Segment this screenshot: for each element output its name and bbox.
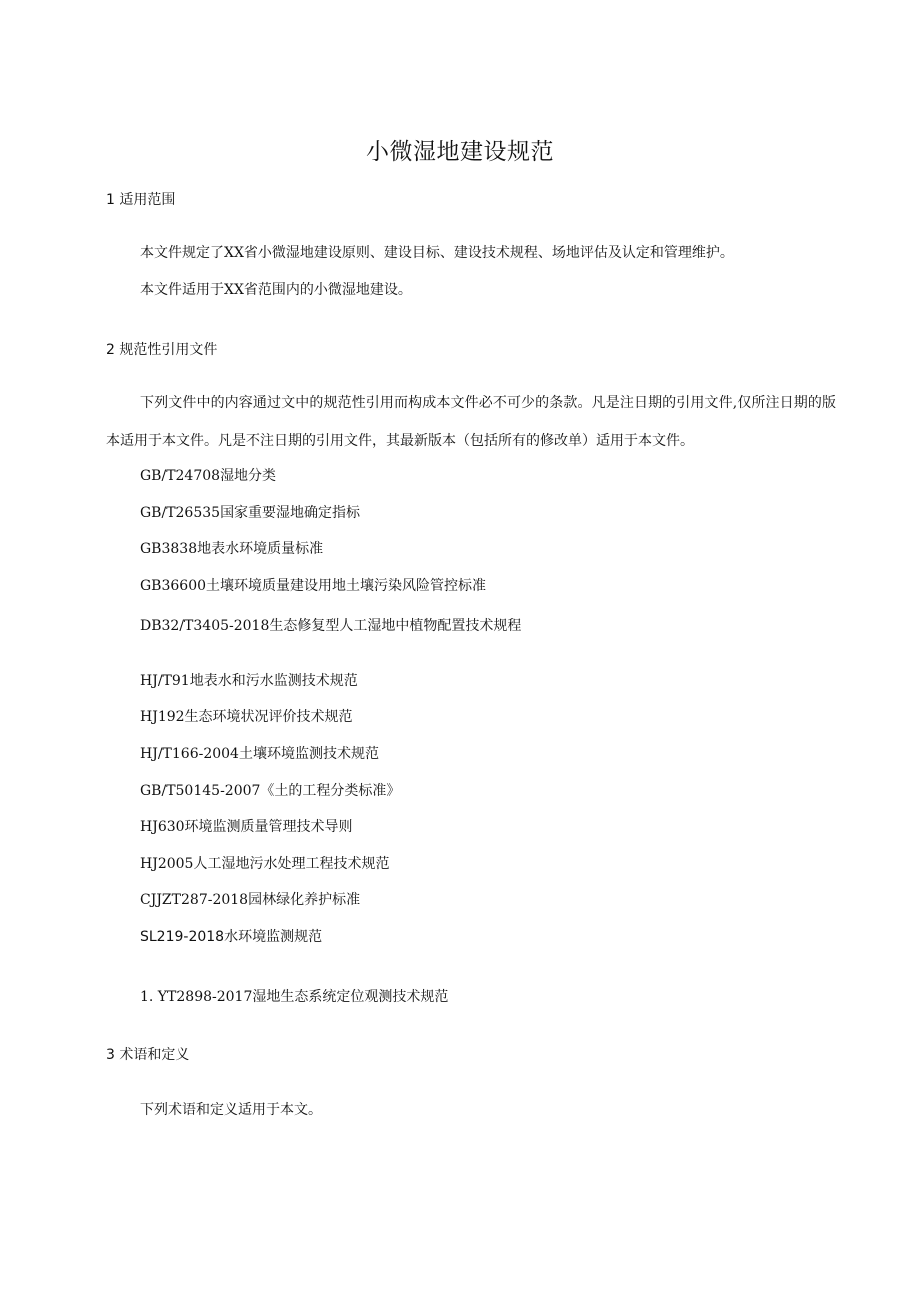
- reference-item: GB36600土壤环境质量建设用地土壤污染风险管控标准: [140, 578, 487, 594]
- section-heading-1: 1 适用范围: [106, 192, 176, 208]
- document-title: 小微湿地建设规范: [366, 139, 554, 166]
- reference-item: HJ/T91地表水和污水监测技术规范: [140, 673, 358, 689]
- reference-item: GB/T24708湿地分类: [140, 468, 277, 484]
- section-2-intro-paragraph: 下列文件中的内容通过文中的规范性引用而构成本文件必不可少的条款。凡是注日期的引用文件,仅所注日期的版本适用于本文件。凡是不注日期的引用文件，其最新版本（包括所有的修改单）适用于本文件。: [106, 395, 836, 449]
- reference-item: GB/T26535国家重要湿地确定指标: [140, 505, 361, 521]
- section-heading-2: 2 规范性引用文件: [106, 342, 218, 358]
- reference-item: HJ/T166-2004土壤环境监测技术规范: [140, 746, 379, 762]
- section-1-paragraph-1: 本文件规定了XX省小微湿地建设原则、建设目标、建设技术规程、场地评估及认定和管理维护。: [140, 245, 734, 261]
- reference-item: HJ630环境监测质量管理技术导则: [140, 819, 353, 835]
- reference-item: HJ2005人工湿地污水处理工程技术规范: [140, 856, 390, 872]
- reference-item: CJJZT287-2018园林绿化养护标准: [140, 892, 361, 908]
- reference-item: GB3838地表水环境质量标准: [140, 541, 324, 557]
- reference-item: SL219-2018水环境监测规范: [140, 929, 323, 945]
- reference-item: DB32/T3405-2018生态修复型人工湿地中植物配置技术规程: [140, 618, 522, 634]
- reference-item: GB/T50145-2007《土的工程分类标准》: [140, 783, 401, 799]
- reference-item: HJ192生态环境状况评价技术规范: [140, 709, 353, 725]
- reference-item-numbered: 1. YT2898-2017湿地生态系统定位观测技术规范: [140, 989, 449, 1005]
- section-3-paragraph-1: 下列术语和定义适用于本文。: [140, 1102, 322, 1118]
- section-1-paragraph-2: 本文件适用于XX省范围内的小微湿地建设。: [140, 282, 412, 298]
- section-heading-3: 3 术语和定义: [106, 1047, 190, 1063]
